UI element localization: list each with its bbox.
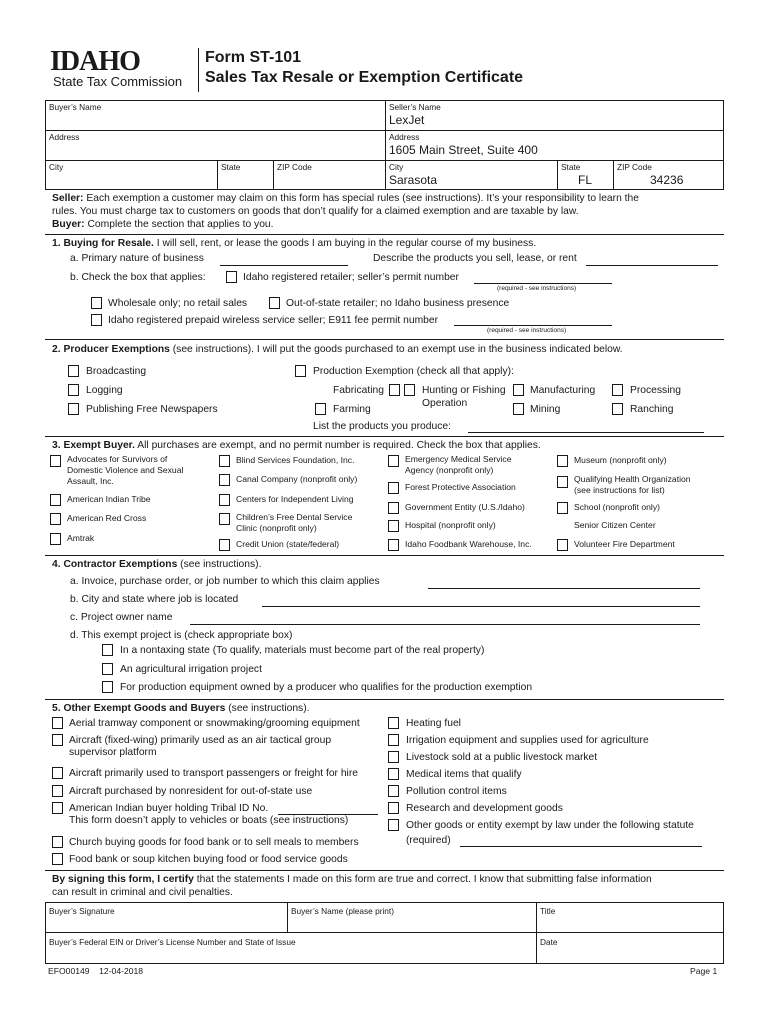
s1-b-label: b. Check the box that applies: — [70, 272, 206, 283]
form-code: EFO00149 12-04-2018 — [48, 966, 144, 976]
divider-s1 — [45, 339, 724, 340]
date-field[interactable] — [537, 946, 723, 963]
soup-kitchen-label: Food bank or soup kitchen buying food or food service goods — [69, 854, 348, 865]
date-label: Date — [540, 937, 558, 947]
wholesale-checkbox[interactable] — [91, 297, 102, 309]
seller-zip-value[interactable]: 34236 — [650, 173, 684, 187]
ein-field[interactable] — [46, 946, 535, 963]
grid-zip-left — [273, 160, 274, 190]
aircraft-nonresident-checkbox[interactable] — [52, 785, 63, 797]
credit-union-label: Credit Union (state/federal) — [236, 539, 340, 549]
hunting-checkbox[interactable] — [404, 384, 415, 396]
research-development-label: Research and development goods — [406, 803, 563, 814]
school-checkbox[interactable] — [557, 502, 568, 514]
buyer-signature-label: Buyer’s Signature — [49, 906, 115, 916]
production-exemption-checkbox[interactable] — [295, 365, 306, 377]
health-organization-label-1: Qualifying Health Organization — [574, 474, 691, 484]
seller-state-value[interactable]: FL — [578, 173, 593, 187]
seller-name-label: Seller’s Name — [389, 102, 441, 112]
church-food-bank-label: Church buying goods for food bank or to sell meals to members — [69, 837, 359, 848]
buyer-name-label: Buyer’s Name — [49, 102, 102, 112]
nontaxing-state-label: In a nontaxing state (To qualify, materials must become part of the real property) — [120, 645, 485, 656]
seller-state-label: State — [561, 162, 581, 172]
museum-label: Museum (nonprofit only) — [574, 455, 667, 465]
other-goods-required: (required) — [406, 835, 451, 846]
project-owner-field[interactable] — [190, 624, 700, 625]
divider-s4 — [45, 699, 724, 700]
heating-fuel-label: Heating fuel — [406, 718, 461, 729]
aerial-tramway-checkbox[interactable] — [52, 717, 63, 729]
ranching-label: Ranching — [630, 404, 674, 415]
statute-field[interactable] — [460, 846, 702, 847]
prepaid-wireless-label: Idaho registered prepaid wireless service seller; E911 fee permit number — [108, 315, 439, 326]
dental-clinic-checkbox[interactable] — [219, 513, 230, 525]
forest-protective-label: Forest Protective Association — [405, 482, 516, 492]
grid-row-2 — [45, 160, 724, 161]
s1-a-label: a. Primary nature of business — [70, 253, 204, 264]
advocates-checkbox[interactable] — [50, 455, 61, 467]
credit-union-checkbox[interactable] — [219, 539, 230, 551]
grid-state-right — [557, 160, 558, 190]
page-number: Page 1 — [690, 966, 718, 976]
church-food-bank-checkbox[interactable] — [52, 836, 63, 848]
e911-permit-field[interactable] — [454, 325, 612, 326]
buyer-instructions — [52, 219, 274, 231]
aircraft-nonresident-label: Aircraft purchased by nonresident for out-of-state use — [69, 786, 313, 797]
medical-items-checkbox[interactable] — [388, 768, 399, 780]
out-of-state-checkbox[interactable] — [269, 297, 280, 309]
publishing-checkbox[interactable] — [68, 403, 79, 415]
buyer-print-name-field[interactable] — [288, 915, 535, 931]
independent-living-checkbox[interactable] — [219, 494, 230, 506]
s1-describe-label: Describe the products you sell, lease, or rent — [373, 253, 577, 264]
aerial-tramway-label: Aerial tramway component or snowmaking/grooming equipment — [69, 718, 360, 729]
section-3-heading — [52, 440, 541, 452]
mining-label: Mining — [530, 404, 561, 415]
divider-s2 — [45, 436, 724, 437]
s1-text: I will sell, rent, or lease the goods I am buying in the regular course of my business. — [153, 238, 537, 249]
aircraft-tactical-label-1: Aircraft (fixed-wing) primarily used as an air tactical group — [69, 735, 332, 746]
certify-line-1 — [52, 874, 652, 886]
advocates-label-1: Advocates for Survivors of — [67, 454, 168, 464]
tribal-id-label: American Indian buyer holding Tribal ID No. — [69, 803, 269, 814]
header-divider — [198, 48, 199, 92]
list-products-label: List the products you produce: — [313, 421, 451, 432]
seller-address-label: Address — [389, 132, 420, 142]
medical-items-label: Medical items that qualify — [406, 769, 522, 780]
s3-bold: 3. Exempt Buyer. — [52, 440, 135, 451]
ems-label-1: Emergency Medical Service — [405, 454, 512, 464]
buyer-state-label: State — [221, 162, 241, 172]
buyer-address-label: Address — [49, 132, 80, 142]
fire-department-checkbox[interactable] — [557, 539, 568, 551]
title-field[interactable] — [537, 915, 723, 931]
certify-bold: By signing this form, I certify — [52, 874, 194, 885]
ein-label: Buyer’s Federal EIN or Driver’s License Number and State of Issue — [49, 937, 296, 947]
s4-bold: 4. Contractor Exemptions — [52, 559, 178, 570]
museum-checkbox[interactable] — [557, 455, 568, 467]
s2-text: (see instructions). I will put the goods purchased to an exempt use in the business indicated below. — [169, 344, 623, 355]
farming-checkbox[interactable] — [315, 403, 326, 415]
s5-bold: 5. Other Exempt Goods and Buyers — [52, 703, 226, 714]
production-exemption-label: Production Exemption (check all that apply): — [313, 366, 514, 377]
section-5-heading — [52, 703, 310, 715]
out-of-state-label: Out-of-state retailer; no Idaho business presence — [286, 298, 510, 309]
government-entity-label: Government Entity (U.S./Idaho) — [405, 502, 525, 512]
seller-instructions — [52, 193, 639, 205]
amtrak-label: Amtrak — [67, 533, 95, 543]
irrigation-project-checkbox[interactable] — [102, 663, 113, 675]
red-cross-label: American Red Cross — [67, 513, 147, 523]
tribal-id-checkbox[interactable] — [52, 802, 63, 814]
research-development-checkbox[interactable] — [388, 802, 399, 814]
idaho-retailer-label: Idaho registered retailer; seller’s permit number — [243, 272, 459, 283]
section-4-heading — [52, 559, 261, 571]
job-location-field[interactable] — [262, 606, 700, 607]
dental-clinic-label-1: Children’s Free Dental Service — [236, 512, 353, 522]
wholesale-label: Wholesale only; no retail sales — [108, 298, 248, 309]
seller-city-label: City — [389, 162, 404, 172]
senior-center-label: Senior Citizen Center — [574, 520, 656, 530]
seller-name-value[interactable]: LexJet — [389, 113, 425, 127]
foodbank-warehouse-label: Idaho Foodbank Warehouse, Inc. — [405, 539, 532, 549]
logo-wordmark: IDAHO — [50, 46, 140, 77]
buyer-signature-field[interactable] — [46, 915, 286, 931]
red-cross-checkbox[interactable] — [50, 513, 61, 525]
processing-checkbox[interactable] — [612, 384, 623, 396]
other-goods-label: Other goods or entity exempt by law under the following statute — [406, 820, 694, 831]
grid-col-divider — [385, 100, 386, 190]
canal-company-checkbox[interactable] — [219, 474, 230, 486]
forest-protective-checkbox[interactable] — [388, 482, 399, 494]
s4-b-label: b. City and state where job is located — [70, 594, 239, 605]
form-title: Sales Tax Resale or Exemption Certificate — [205, 69, 524, 86]
manufacturing-checkbox[interactable] — [513, 384, 524, 396]
divider-intro — [45, 234, 724, 235]
livestock-checkbox[interactable] — [388, 751, 399, 763]
amtrak-checkbox[interactable] — [50, 533, 61, 545]
blind-services-checkbox[interactable] — [219, 455, 230, 467]
divider-s3 — [45, 555, 724, 556]
grid-state-left — [217, 160, 218, 190]
s2-bold: 2. Producer Exemptions — [52, 344, 170, 355]
foodbank-warehouse-checkbox[interactable] — [388, 539, 399, 551]
seller-text-1: Each exemption a customer may claim on this form has special rules (see instructions). It’s your responsibility to learn the — [83, 193, 639, 204]
production-equipment-label: For production equipment owned by a producer who qualifies for the production exemption — [120, 682, 533, 693]
certify-line-2: can result in criminal and civil penalties. — [52, 887, 233, 898]
heating-fuel-checkbox[interactable] — [388, 717, 399, 729]
dental-clinic-label-2: Clinic (nonprofit only) — [236, 523, 317, 533]
health-organization-checkbox[interactable] — [557, 476, 568, 488]
seller-bold: Seller: — [52, 193, 84, 204]
ems-label-2: Agency (nonprofit only) — [405, 465, 494, 475]
mining-checkbox[interactable] — [513, 403, 524, 415]
pollution-control-label: Pollution control items — [406, 786, 507, 797]
school-label: School (nonprofit only) — [574, 502, 660, 512]
irrigation-equipment-label: Irrigation equipment and supplies used for agriculture — [406, 735, 649, 746]
aircraft-transport-label: Aircraft primarily used to transport passengers or freight for hire — [69, 768, 359, 779]
logo-subtitle: State Tax Commission — [53, 74, 183, 89]
section-1-heading — [52, 238, 536, 250]
seller-city-value[interactable]: Sarasota — [389, 173, 438, 187]
describe-products-field[interactable] — [586, 265, 718, 266]
hospital-checkbox[interactable] — [388, 520, 399, 532]
seller-permit-field[interactable] — [474, 283, 612, 284]
irrigation-equipment-checkbox[interactable] — [388, 734, 399, 746]
logging-checkbox[interactable] — [68, 384, 79, 396]
list-products-field[interactable] — [468, 432, 704, 433]
production-equipment-checkbox[interactable] — [102, 681, 113, 693]
irrigation-project-label: An agricultural irrigation project — [120, 664, 262, 675]
idaho-retailer-checkbox[interactable] — [226, 271, 237, 283]
form-number: Form ST-101 — [205, 49, 302, 66]
blind-services-label: Blind Services Foundation, Inc. — [236, 455, 355, 465]
processing-label: Processing — [630, 385, 681, 396]
buyer-city-label: City — [49, 162, 64, 172]
independent-living-label: Centers for Independent Living — [236, 494, 354, 504]
s4-c-label: c. Project owner name — [70, 612, 173, 623]
logging-label: Logging — [86, 385, 123, 396]
farming-label: Farming — [333, 404, 371, 415]
health-organization-label-2: (see instructions for list) — [574, 485, 665, 495]
s4-d-label: d. This exempt project is (check appropriate box) — [70, 630, 293, 641]
american-indian-tribe-checkbox[interactable] — [50, 494, 61, 506]
grid-row-1 — [45, 130, 724, 131]
buyer-bold: Buyer: — [52, 219, 85, 230]
ranching-checkbox[interactable] — [612, 403, 623, 415]
divider-s5 — [45, 870, 724, 871]
canal-company-label: Canal Company (nonprofit only) — [236, 474, 358, 484]
hunting-label-2: Operation — [422, 398, 468, 409]
pollution-control-checkbox[interactable] — [388, 785, 399, 797]
signature-grid-row — [45, 932, 724, 933]
tribal-id-note: This form doesn’t apply to vehicles or boats (see instructions) — [69, 815, 349, 826]
advocates-label-3: Assault, Inc. — [67, 476, 114, 486]
seller-address-value[interactable]: 1605 Main Street, Suite 400 — [389, 143, 538, 157]
certify-text-1: that the statements I made on this form are true and correct. I know that submitting false information — [193, 874, 652, 885]
s5-text: (see instructions). — [225, 703, 310, 714]
required-note-2: (required - see instructions) — [487, 327, 567, 334]
s3-text: All purchases are exempt, and no permit number is required. Check the box that applies. — [134, 440, 541, 451]
buyer-print-name-label: Buyer’s Name (please print) — [291, 906, 394, 916]
s4-a-label: a. Invoice, purchase order, or job number to which this claim applies — [70, 576, 380, 587]
invoice-number-field[interactable] — [428, 588, 700, 589]
fabricating-checkbox[interactable] — [389, 384, 400, 396]
government-entity-checkbox[interactable] — [388, 502, 399, 514]
fire-department-label: Volunteer Fire Department — [574, 539, 675, 549]
primary-business-field[interactable] — [220, 265, 348, 266]
aircraft-tactical-checkbox[interactable] — [52, 734, 63, 746]
fabricating-label: Fabricating — [333, 385, 384, 396]
manufacturing-label: Manufacturing — [530, 385, 596, 396]
advocates-label-2: Domestic Violence and Sexual — [67, 465, 184, 475]
required-note-1: (required - see instructions) — [497, 285, 577, 292]
seller-text-2: rules. You must charge tax to customers on goods that don’t qualify for a claimed exemption and are taxable by law. — [52, 206, 579, 217]
publishing-label: Publishing Free Newspapers — [86, 404, 218, 415]
aircraft-tactical-label-2: supervisor platform — [69, 747, 157, 758]
aircraft-transport-checkbox[interactable] — [52, 767, 63, 779]
buyer-text: Complete the section that applies to you. — [84, 219, 274, 230]
grid-zip-right — [613, 160, 614, 190]
section-2-heading — [52, 344, 623, 356]
soup-kitchen-checkbox[interactable] — [52, 853, 63, 865]
nontaxing-state-checkbox[interactable] — [102, 644, 113, 656]
buyer-zip-label: ZIP Code — [277, 162, 312, 172]
seller-zip-label: ZIP Code — [617, 162, 652, 172]
s1-bold: 1. Buying for Resale. — [52, 238, 154, 249]
livestock-label: Livestock sold at a public livestock market — [406, 752, 598, 763]
prepaid-wireless-checkbox[interactable] — [91, 314, 102, 326]
s4-text: (see instructions). — [177, 559, 262, 570]
american-indian-tribe-label: American Indian Tribe — [67, 494, 151, 504]
hospital-label: Hospital (nonprofit only) — [405, 520, 496, 530]
title-label: Title — [540, 906, 556, 916]
other-goods-checkbox[interactable] — [388, 819, 399, 831]
broadcasting-label: Broadcasting — [86, 366, 147, 377]
idaho-logo — [48, 46, 196, 92]
ems-checkbox[interactable] — [388, 455, 399, 467]
hunting-label-1: Hunting or Fishing — [422, 385, 506, 396]
broadcasting-checkbox[interactable] — [68, 365, 79, 377]
